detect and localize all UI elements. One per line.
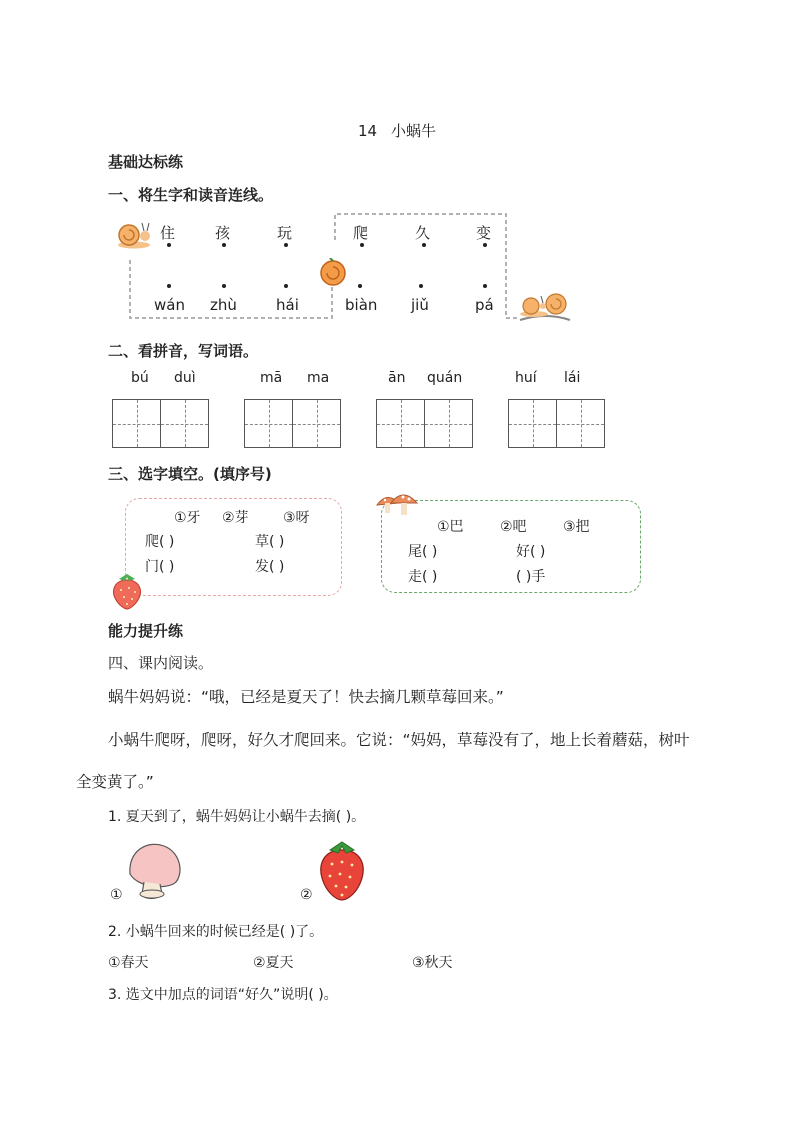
- option[interactable]: ②夏天: [253, 955, 294, 971]
- fill-blank[interactable]: 发( ): [255, 559, 285, 575]
- fill-blank[interactable]: 走( ): [408, 569, 438, 585]
- strawberry-icon: [109, 572, 145, 610]
- mushroom-picture: [124, 838, 186, 904]
- grid-cell[interactable]: [424, 399, 473, 448]
- pinyin-dot[interactable]: [358, 284, 362, 288]
- option: ②芽: [222, 510, 249, 526]
- char-dot[interactable]: [167, 243, 171, 247]
- q2-heading: 二、看拼音，写词语。: [108, 342, 259, 360]
- grid-cell[interactable]: [292, 399, 341, 448]
- char-dot[interactable]: [422, 243, 426, 247]
- writing-grid[interactable]: [376, 399, 472, 448]
- q1-char: 玩: [277, 224, 293, 242]
- snail-shell-icon: [318, 258, 348, 288]
- fill-blank[interactable]: 尾( ): [408, 544, 438, 560]
- q1-char: 变: [476, 224, 492, 242]
- option[interactable]: ③秋天: [412, 955, 453, 971]
- two-snails-icon: [516, 286, 574, 326]
- mushroom-icon: [373, 489, 421, 521]
- q1-pinyin: pá: [475, 296, 494, 314]
- writing-grid[interactable]: [508, 399, 604, 448]
- q2-pinyin: ma: [307, 370, 330, 386]
- strawberry-picture: [316, 840, 368, 904]
- page-title: [0, 120, 794, 141]
- q2-pinyin: lái: [564, 370, 581, 386]
- q2-pinyin: quán: [427, 370, 463, 386]
- writing-grid[interactable]: [244, 399, 340, 448]
- question-3: 3. 选文中加点的词语“好久”说明( )。: [108, 987, 338, 1003]
- char-dot[interactable]: [483, 243, 487, 247]
- reading-paragraph: 小蜗牛爬呀，爬呀，好久才爬回来。它说：“妈妈，草莓没有了，地上长着蘑菇，树叶: [108, 731, 690, 749]
- grid-cell[interactable]: [112, 399, 161, 448]
- q2-pinyin: huí: [515, 370, 537, 386]
- option: ③呀: [283, 510, 310, 526]
- question-1: 1. 夏天到了，蜗牛妈妈让小蜗牛去摘( )。: [108, 809, 366, 825]
- reading-paragraph: 全变黄了。”: [76, 773, 154, 791]
- fill-blank[interactable]: 好( ): [516, 544, 546, 560]
- q1-char: 爬: [353, 224, 369, 242]
- q1-heading: 一、将生字和读音连线。: [108, 186, 274, 204]
- section-ability: 能力提升练: [108, 622, 184, 640]
- grid-cell[interactable]: [160, 399, 209, 448]
- grid-cell[interactable]: [244, 399, 293, 448]
- fill-blank[interactable]: 爬( ): [145, 534, 175, 550]
- q1-pinyin: biàn: [345, 296, 378, 314]
- pinyin-dot[interactable]: [483, 284, 487, 288]
- q1-char: 久: [415, 224, 431, 242]
- writing-grid[interactable]: [112, 399, 208, 448]
- option: ①巴: [437, 519, 464, 535]
- grid-cell[interactable]: [508, 399, 557, 448]
- section-basic: 基础达标练: [108, 153, 184, 171]
- q2-pinyin: mā: [260, 370, 283, 386]
- fill-blank[interactable]: 草( ): [255, 534, 285, 550]
- lesson-title: 小蜗牛: [391, 122, 437, 140]
- char-dot[interactable]: [284, 243, 288, 247]
- q3-heading: 三、选字填空。(填序号): [108, 465, 272, 483]
- q1-pinyin: zhù: [210, 296, 237, 314]
- q2-pinyin: duì: [174, 370, 196, 386]
- char-dot[interactable]: [222, 243, 226, 247]
- option: ③把: [563, 519, 590, 535]
- pinyin-dot[interactable]: [284, 284, 288, 288]
- pinyin-dot[interactable]: [419, 284, 423, 288]
- q1-pinyin: hái: [276, 296, 299, 314]
- pinyin-dot[interactable]: [167, 284, 171, 288]
- reading-paragraph: 蜗牛妈妈说：“哦，已经是夏天了！快去摘几颗草莓回来。”: [108, 688, 504, 706]
- char-dot[interactable]: [360, 243, 364, 247]
- option-label[interactable]: ①: [110, 887, 123, 903]
- fill-blank[interactable]: 门( ): [145, 559, 175, 575]
- q1-char: 孩: [215, 224, 231, 242]
- q1-pinyin: wán: [154, 296, 185, 314]
- q1-pinyin: jiǔ: [411, 296, 429, 314]
- fill-blank[interactable]: ( )手: [516, 569, 546, 585]
- q1-char: 住: [160, 224, 176, 242]
- option: ①牙: [174, 510, 201, 526]
- question-2: 2. 小蜗牛回来的时候已经是( )了。: [108, 924, 324, 940]
- grid-cell[interactable]: [556, 399, 605, 448]
- q2-pinyin: bú: [131, 370, 149, 386]
- q2-pinyin: ān: [388, 370, 406, 386]
- snail-icon: [114, 218, 152, 250]
- option: ②吧: [500, 519, 527, 535]
- option[interactable]: ①春天: [108, 955, 149, 971]
- lesson-number: 14: [357, 122, 378, 140]
- pinyin-dot[interactable]: [222, 284, 226, 288]
- grid-cell[interactable]: [376, 399, 425, 448]
- q4-heading: 四、课内阅读。: [108, 654, 214, 672]
- option-label[interactable]: ②: [300, 887, 313, 903]
